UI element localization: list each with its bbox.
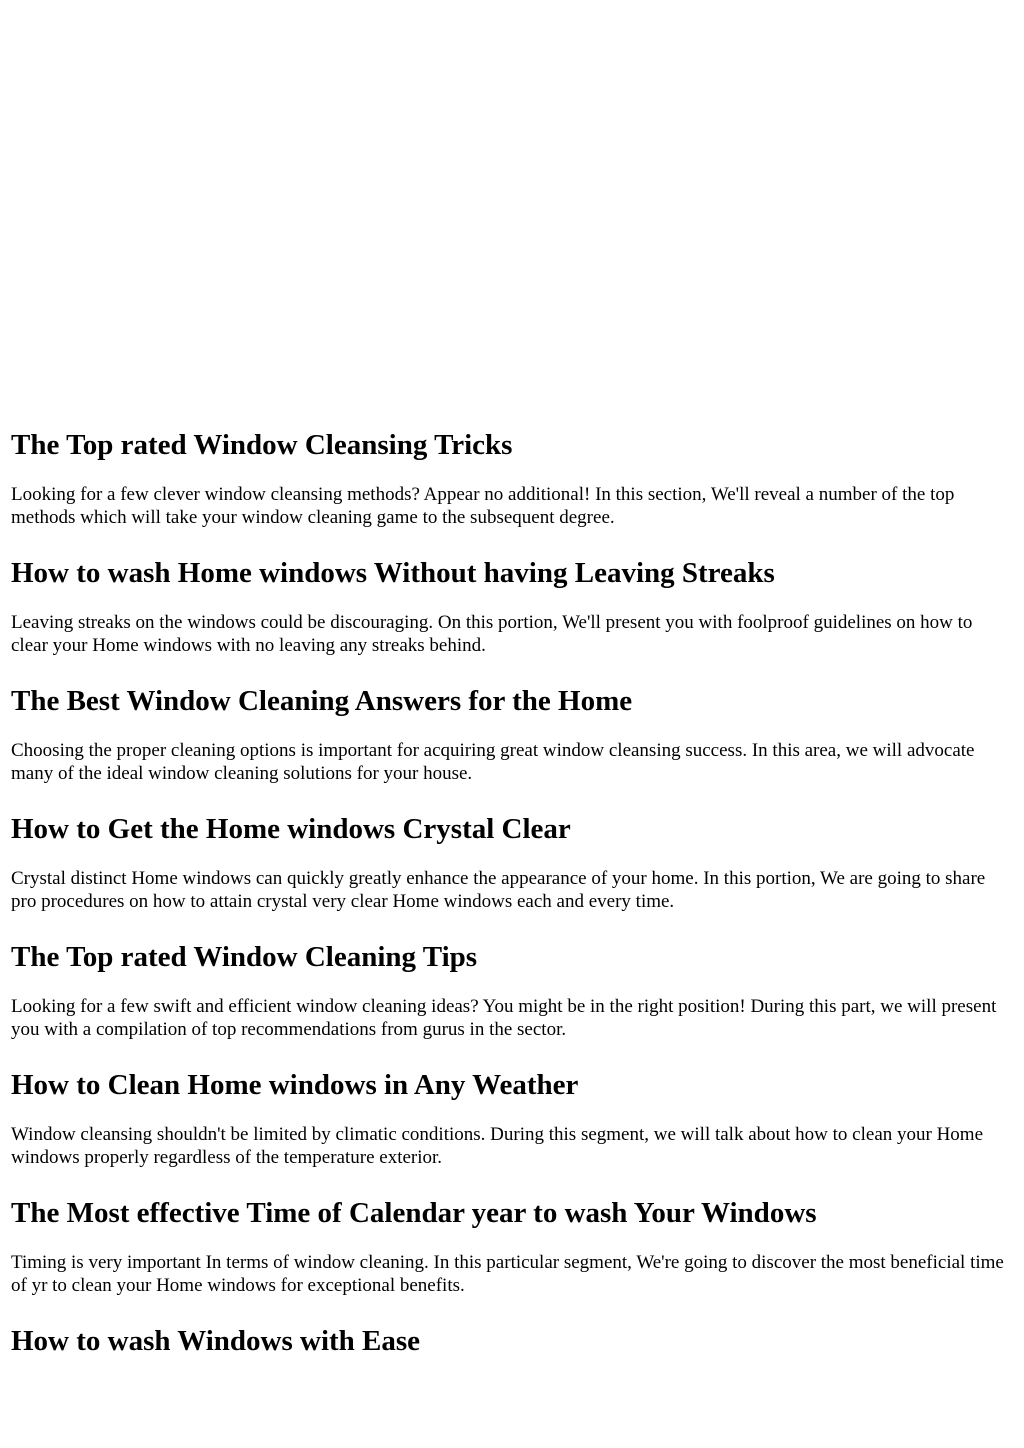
section-paragraph: Looking for a few swift and efficient window cleaning ideas? You might be in the right position! During this part, we will present you with a compilation of top recommendations from gurus in the sector. <box>11 996 997 1040</box>
section-3 <box>11 684 1014 812</box>
section-6 <box>11 1068 1014 1196</box>
section-heading: The Most effective Time of Calendar year to wash Your Windows <box>11 1197 817 1229</box>
section-7 <box>11 1196 1014 1324</box>
section-heading: How to Get the Home windows Crystal Clear <box>11 813 571 845</box>
section-paragraph: Leaving streaks on the windows could be discouraging. On this portion, We'll present you with foolproof guidelines on how to clear your Home windows with no leaving any streaks behind. <box>11 612 973 656</box>
section-paragraph: Crystal distinct Home windows can quickly greatly enhance the appearance of your home. In this portion, We are going to share pro procedures on how to attain crystal very clear Home windows each and every time. <box>11 868 986 912</box>
section-heading: The Top rated Window Cleaning Tips <box>11 941 478 973</box>
section-2 <box>11 556 1014 684</box>
section-heading: The Top rated Window Cleansing Tricks <box>11 429 513 461</box>
section-paragraph: Timing is very important In terms of window cleaning. In this particular segment, We're going to discover the most beneficial time of yr to clean your Home windows for exceptional benefits. <box>11 1252 1004 1296</box>
section-heading: How to Clean Home windows in Any Weather <box>11 1069 579 1101</box>
blank-top-area <box>0 0 1024 428</box>
section-1 <box>11 428 1014 556</box>
section-paragraph: Choosing the proper cleaning options is important for acquiring great window cleansing success. In this area, we will advocate many of the ideal window cleaning solutions for your house. <box>11 740 975 784</box>
section-paragraph: Window cleansing shouldn't be limited by climatic conditions. During this segment, we will talk about how to clean your Home windows properly regardless of the temperature exterior. <box>11 1124 984 1168</box>
section-8 <box>11 1324 1014 1358</box>
section-heading: How to wash Home windows Without having Leaving Streaks <box>11 557 775 589</box>
section-paragraph: Looking for a few clever window cleansing methods? Appear no additional! In this section, We'll reveal a number of the top methods which will take your window cleaning game to the subsequent degree. <box>11 484 955 528</box>
section-4 <box>11 812 1014 940</box>
section-heading: The Best Window Cleaning Answers for the Home <box>11 685 633 717</box>
article-content <box>0 428 1024 1358</box>
section-heading: How to wash Windows with Ease <box>11 1325 421 1357</box>
section-5 <box>11 940 1014 1068</box>
